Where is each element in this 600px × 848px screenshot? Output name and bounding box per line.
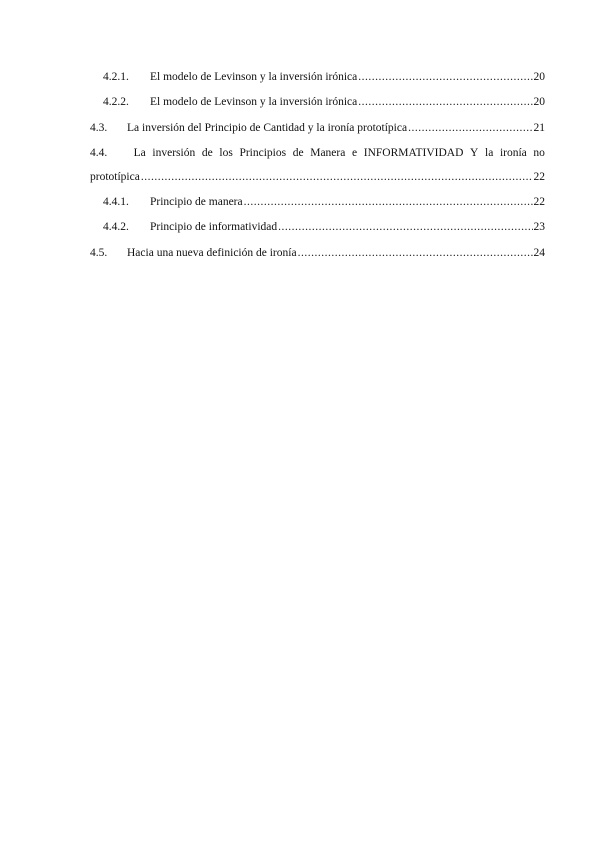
toc-entry-word: de (201, 146, 213, 159)
toc-entry-title: Hacia una nueva definición de ironía (127, 246, 297, 259)
toc-entry-page: 22 (533, 170, 545, 183)
toc-entry-title: Principio de manera (150, 196, 243, 209)
toc-entry-page: 22 (533, 196, 545, 209)
toc-entry-continuation (90, 171, 545, 189)
toc-entry-number: 4.4. (90, 146, 108, 159)
dot-leader (298, 247, 533, 259)
toc-entry-word: no (533, 146, 545, 159)
toc-entry-word: ironía (499, 146, 527, 159)
toc-entry-number: 4.4.1. (103, 196, 129, 209)
toc-entry[interactable] (90, 96, 545, 114)
toc-entry[interactable] (90, 196, 545, 214)
toc-entry-page: 24 (533, 246, 545, 259)
toc-entry[interactable] (90, 122, 545, 140)
toc-entry-title-continuation: prototípica (90, 170, 140, 183)
toc-entry-word: e (351, 146, 358, 159)
dot-leader (278, 221, 532, 233)
toc-entry-number: 4.3. (90, 121, 108, 134)
toc-entry-word: Manera (310, 146, 346, 159)
toc-entry-word: INFORMATIVIDAD (363, 146, 464, 159)
dot-leader (141, 171, 533, 183)
toc-entry-page: 20 (533, 71, 545, 83)
toc-entry[interactable] (90, 247, 545, 265)
toc-entry-word: de (292, 146, 304, 159)
toc-entry[interactable] (90, 221, 545, 239)
toc-entry[interactable] (90, 71, 545, 89)
toc-entry-page: 20 (533, 96, 545, 109)
toc-entry-title: Principio de informatividad (150, 221, 278, 234)
dot-leader (244, 196, 533, 208)
toc-entry-title: El modelo de Levinson y la inversión irónica (150, 71, 358, 83)
toc-entry-number: 4.2.2. (103, 96, 129, 109)
toc-entry-word: inversión (152, 146, 196, 159)
toc-entry-word: la (485, 146, 494, 159)
toc-entry-number: 4.4.2. (103, 221, 129, 234)
dot-leader (358, 96, 532, 108)
dot-leader (358, 71, 532, 83)
toc-entry-number: 4.2.1. (103, 71, 129, 83)
toc-entry-number: 4.5. (90, 246, 108, 259)
toc-entry-word: los (219, 146, 233, 159)
toc-entry-word: Y (470, 146, 479, 159)
dot-leader (408, 122, 532, 134)
table-of-contents (90, 71, 545, 272)
toc-entry-word: La (133, 146, 146, 159)
toc-entry-title: El modelo de Levinson y la inversión irónica (150, 96, 358, 109)
toc-entry[interactable] (90, 147, 545, 189)
toc-entry-title: La inversión del Principio de Cantidad y la ironía prototípica (127, 121, 408, 134)
toc-entry-word: Principios (239, 146, 287, 159)
toc-entry-first-line (90, 147, 545, 165)
toc-entry-page: 23 (533, 221, 545, 234)
toc-entry-page: 21 (533, 121, 545, 134)
